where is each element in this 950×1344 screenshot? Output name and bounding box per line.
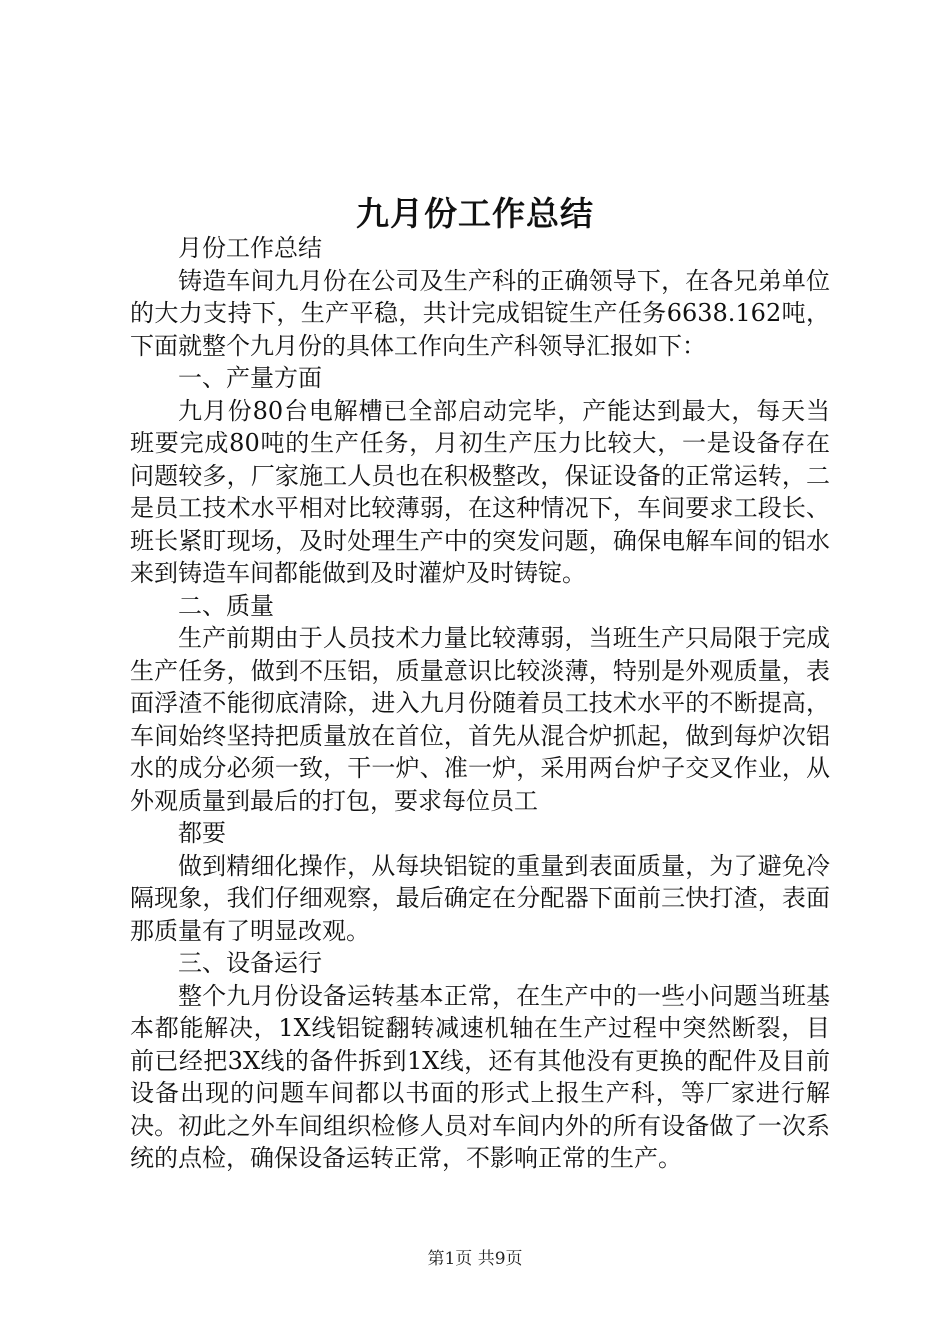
- section-heading-equipment: 三、设备运行: [178, 949, 322, 977]
- intro-paragraph: 铸造车间九月份在公司及生产科的正确领导下，在各兄弟单位的大力支持下，生产平稳，共计完成铝锭生产任务6638.162吨，下面就整个九月份的具体工作向生产科领导汇报如下：: [130, 266, 830, 360]
- page-number-footer: 第1页 共9页: [427, 1249, 523, 1269]
- section-paragraph-quality-continued: 做到精细化操作，从每块铝锭的重量到表面质量，为了避免冷隔现象，我们仔细观察，最后确定在分配器下面前三快打渣，表面那质量有了明显改观。: [130, 851, 830, 945]
- document-body: [130, 232, 830, 1175]
- document-title: 九月份工作总结: [356, 194, 594, 233]
- section-paragraph-output: 九月份80台电解槽已全部启动完毕，产能达到最大，每天当班要完成80吨的生产任务，月初生产压力比较大，一是设备存在问题较多，厂家施工人员也在积极整改，保证设备的正常运转，二是员工技术水平相对比较薄弱，在这种情况下，车间要求工段长、班长紧盯现场，及时处理生产中的突发问题，确保电解车间的铝水来到铸造车间都能做到及时灌炉及时铸锭。: [130, 396, 830, 587]
- subtitle: 月份工作总结: [178, 234, 322, 262]
- section-paragraph-equipment: 整个九月份设备运转基本正常，在生产中的一些小问题当班基本都能解决，1X线铝锭翻转减速机轴在生产过程中突然断裂，目前已经把3X线的备件拆到1X线，还有其他没有更换的配件及目前设备出现的问题车间都以书面的形式上报生产科，等厂家进行解决。初此之外车间组织检修人员对车间内外的所有设备做了一次系统的点检，确保设备运转正常，不影响正常的生产。: [130, 981, 830, 1172]
- section-paragraph-quality: 生产前期由于人员技术力量比较薄弱，当班生产只局限于完成生产任务，做到不压铝，质量意识比较淡薄，特别是外观质量，表面浮渣不能彻底清除，进入九月份随着员工技术水平的不断提高，车间始终坚持把质量放在首位，首先从混合炉抓起，做到每炉次铝水的成分必须一致，干一炉、准一炉，采用两台炉子交叉作业，从外观质量到最后的打包，要求每位员工: [130, 624, 830, 815]
- section-paragraph-quality-break: 都要: [178, 819, 226, 847]
- section-heading-output: 一、产量方面: [178, 364, 322, 392]
- section-heading-quality: 二、质量: [178, 591, 274, 620]
